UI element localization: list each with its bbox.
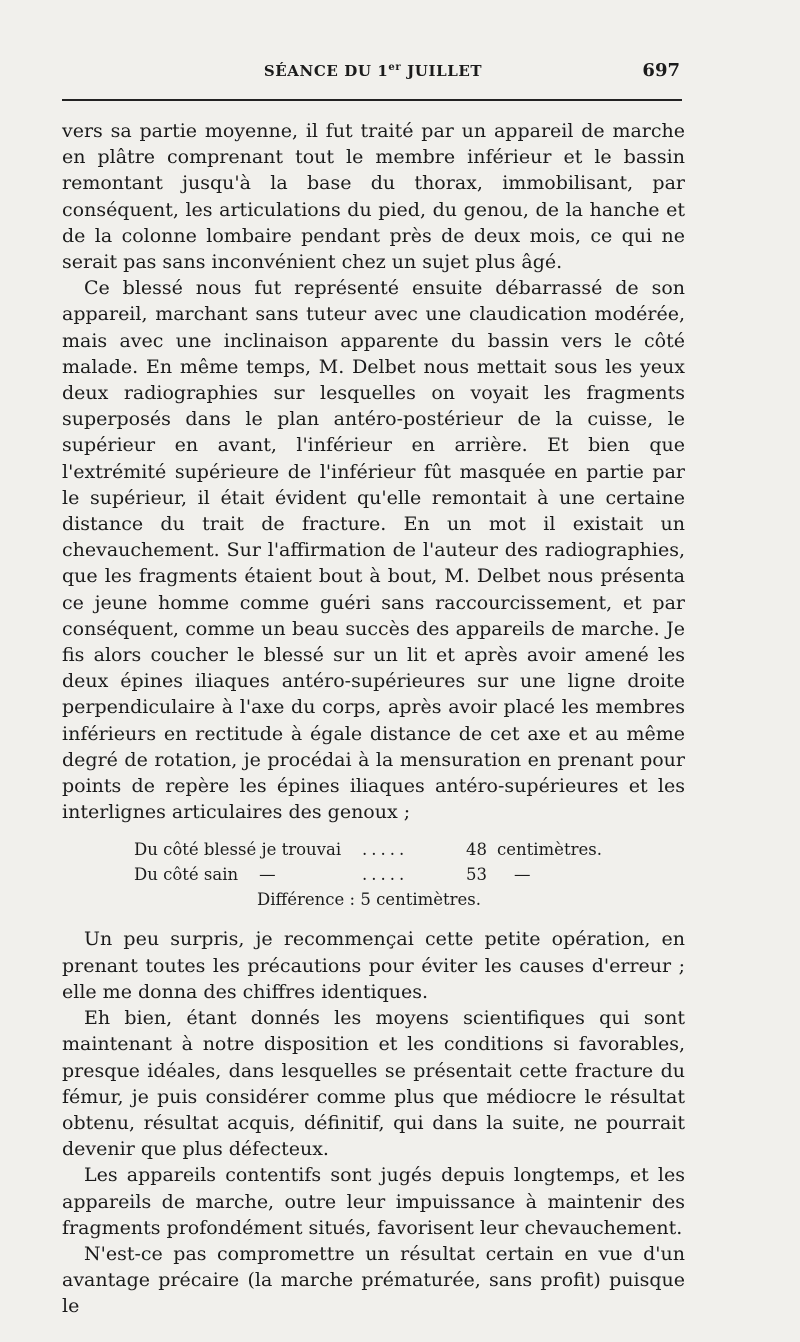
running-head-superscript: er xyxy=(388,62,402,73)
leader-dots: ..... xyxy=(362,840,409,860)
paragraph: Eh bien, étant donnés les moyens scientifiques qui sont maintenant à notre disposition et les conditions si favorables, presque idéales, dans lesquelles se présentait cette fracture du fémur, je puis considérer comme plus que médiocre le résultat obtenu, résultat acquis, définitif, qui dans la suite, ne pourrait devenir que plus défecteux. xyxy=(62,1007,685,1161)
body-text xyxy=(62,118,685,1320)
header-rule xyxy=(62,99,682,101)
measure-row-healthy xyxy=(62,862,685,887)
measurement-table xyxy=(62,837,685,912)
measure-row-injured xyxy=(62,837,685,862)
measure-value: 53 xyxy=(466,865,487,885)
leader-dots: ..... xyxy=(362,865,409,885)
page-number: 697 xyxy=(642,60,680,81)
paragraph-continued: vers sa partie moyenne, il fut traité par un appareil de marche en plâtre comprenant tout le membre inférieur et le bassin remontant jusqu'à la base du thorax, immobilisant, par conséquent, les articulations du pied, du genou, de la hanche et de la colonne lombaire pendant près de deux mois, ce qui ne serait pas sans inconvénient chez un sujet plus âgé. xyxy=(62,120,685,274)
running-head-tail: JUILLET xyxy=(401,62,483,80)
paragraph: N'est-ce pas compromettre un résultat certain en vue d'un avantage précaire (la marche prématurée, sans profit) puisque le xyxy=(62,1242,685,1318)
paragraph: Les appareils contentifs sont jugés depuis longtemps, et les appareils de marche, outre leur impuissance à maintenir des fragments profondément situés, favorisent leur chevauchement. xyxy=(62,1164,685,1239)
measure-value: 48 xyxy=(466,840,487,860)
running-head xyxy=(62,62,684,80)
measure-label: Du côté blessé je trouvai xyxy=(134,840,342,860)
measure-difference: Différence : 5 centimètres. xyxy=(257,890,482,910)
paragraph: Un peu surpris, je recommençai cette petite opération, en prenant toutes les précautions pour éviter les causes d'erreur ; elle me donna des chiffres identiques. xyxy=(62,928,685,1003)
paragraph: Ce blessé nous fut représenté ensuite débarrassé de son appareil, marchant sans tuteur avec une claudication modérée, mais avec une inclinaison apparente du bassin vers le côté malade. En même temps, M. Delbet nous mettait sous les yeux deux radiographies sur lesquelles on voyait les fragments superposés dans le plan antéro-postérieur de la cuisse, le supérieur en avant, l'inférieur en arrière. Et bien que l'extrémité supérieure de l'inférieur fût masquée en partie par le supérieur, il était évident qu'elle remontait à une certaine distance du trait de fracture. En un mot il existait un chevauchement. Sur l'affirmation de l'auteur des radiographies, que les fragments étaient bout à bout, M. Delbet nous présenta ce jeune homme comme guéri sans raccourcissement, et par conséquent, comme un beau succès des appareils de marche. Je fis alors coucher le blessé sur un lit et après avoir amené les deux épines iliaques antéro-supérieures sur une ligne droite perpendiculaire à l'axe du corps, après avoir placé les membres inférieurs en rectitude à égale distance de cet axe et au même degré de rotation, je procédai à la mensuration en prenant pour points de repère les épines iliaques antéro-supérieures et les interlignes articulaires des genoux ; xyxy=(62,277,685,824)
measure-unit: — xyxy=(514,865,531,885)
measure-label: Du côté sain — xyxy=(134,865,276,885)
running-head-main: SÉANCE DU 1 xyxy=(263,62,389,80)
measure-unit: centimètres. xyxy=(497,840,602,860)
page-header xyxy=(62,58,684,90)
